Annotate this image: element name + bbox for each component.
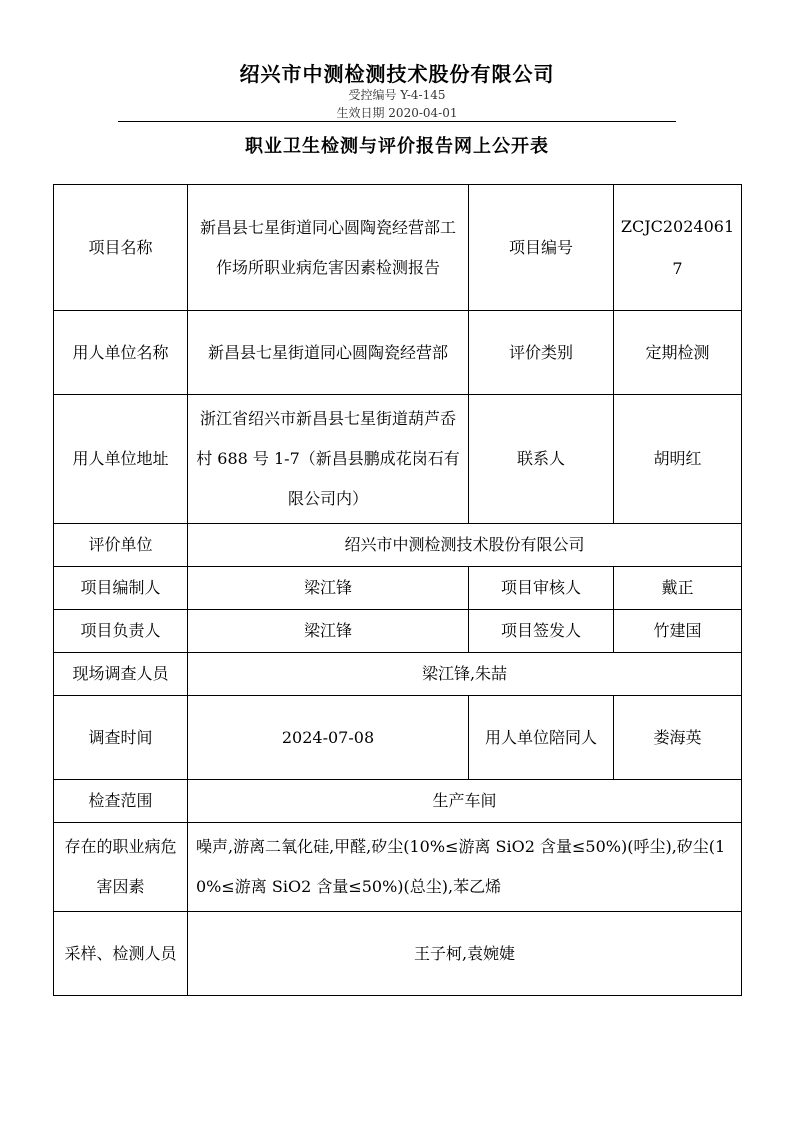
project-name-value: 新昌县七星街道同心圆陶瓷经营部工作场所职业病危害因素检测报告 — [188, 185, 469, 311]
project-no-label: 项目编号 — [469, 185, 614, 311]
hazards-value: 噪声,游离二氧化硅,甲醛,矽尘(10%≤游离 SiO2 含量≤50%)(呼尘),矽尘(10%≤游离 SiO2 含量≤50%)(总尘),苯乙烯 — [188, 823, 742, 912]
company-name: 绍兴市中测检测技术股份有限公司 — [239, 62, 555, 86]
leader-value: 梁江锋 — [188, 610, 469, 653]
accompany-value: 娄海英 — [614, 696, 742, 780]
control-number: 受控编号 Y-4-145 — [348, 88, 446, 102]
eval-unit-value: 绍兴市中测检测技术股份有限公司 — [188, 524, 742, 567]
scope-value: 生产车间 — [188, 780, 742, 823]
report-title: 职业卫生检测与评价报告网上公开表 — [245, 136, 549, 157]
contact-label: 联系人 — [469, 395, 614, 524]
table-row — [54, 780, 742, 823]
table-row — [54, 395, 742, 524]
table-row — [54, 912, 742, 996]
issuer-label: 项目签发人 — [469, 610, 614, 653]
employer-address-label: 用人单位地址 — [54, 395, 188, 524]
employer-name-value: 新昌县七星街道同心圆陶瓷经营部 — [188, 311, 469, 395]
table-row — [54, 610, 742, 653]
employer-address-value: 浙江省绍兴市新昌县七星街道葫芦岙村 688 号 1-7（新昌县鹏成花岗石有限公司内） — [188, 395, 469, 524]
table-row — [54, 696, 742, 780]
table-row — [54, 311, 742, 395]
samplers-value: 王子柯,袁婉婕 — [188, 912, 742, 996]
hazards-label: 存在的职业病危害因素 — [54, 823, 188, 912]
table-row — [54, 653, 742, 696]
disclosure-table — [53, 184, 742, 996]
accompany-label: 用人单位陪同人 — [469, 696, 614, 780]
samplers-label: 采样、检测人员 — [54, 912, 188, 996]
investigators-value: 梁江锋,朱喆 — [188, 653, 742, 696]
table-row — [54, 823, 742, 912]
table-row — [54, 524, 742, 567]
employer-name-label: 用人单位名称 — [54, 311, 188, 395]
effective-date: 生效日期 2020-04-01 — [336, 106, 458, 120]
reviewer-value: 戴正 — [614, 567, 742, 610]
compiler-label: 项目编制人 — [54, 567, 188, 610]
leader-label: 项目负责人 — [54, 610, 188, 653]
contact-value: 胡明红 — [614, 395, 742, 524]
survey-time-label: 调查时间 — [54, 696, 188, 780]
reviewer-label: 项目审核人 — [469, 567, 614, 610]
project-no-value: ZCJC20240617 — [614, 185, 742, 311]
compiler-value: 梁江锋 — [188, 567, 469, 610]
issuer-value: 竹建国 — [614, 610, 742, 653]
header-divider — [118, 121, 676, 122]
eval-type-value: 定期检测 — [614, 311, 742, 395]
survey-time-value: 2024-07-08 — [188, 696, 469, 780]
investigators-label: 现场调查人员 — [54, 653, 188, 696]
table-row — [54, 185, 742, 311]
eval-type-label: 评价类别 — [469, 311, 614, 395]
project-name-label: 项目名称 — [54, 185, 188, 311]
eval-unit-label: 评价单位 — [54, 524, 188, 567]
scope-label: 检查范围 — [54, 780, 188, 823]
table-row — [54, 567, 742, 610]
